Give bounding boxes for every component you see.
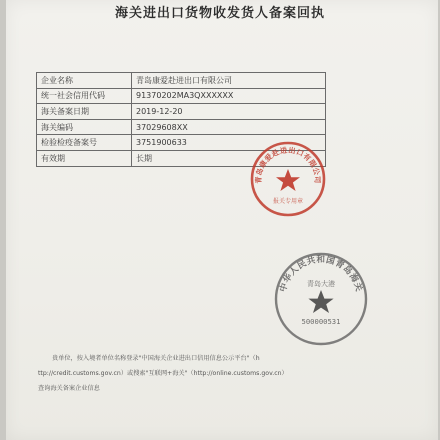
table-row [37, 119, 326, 135]
document-title: 海关进出口货物收发货人备案回执 [114, 6, 325, 21]
customs-seal-icon [272, 250, 370, 348]
star-icon [308, 290, 333, 313]
table-row [37, 104, 326, 120]
row-value: 37029608XX [132, 119, 326, 135]
seal-ring-text: 中华人民共和国青岛海关 [278, 255, 364, 294]
seal-number: 500000531 [301, 317, 341, 326]
row-label: 检验检疫备案号 [37, 135, 132, 151]
row-label: 海关编码 [37, 119, 132, 135]
seal-center-text: 青岛大港 [307, 280, 335, 288]
row-value: 2019-12-20 [132, 104, 326, 120]
row-value: 长期 [132, 150, 326, 166]
seal-bottom-text: 报关专用章 [272, 198, 304, 205]
notice-line: ttp://credit.customs.gov.cn）或搜索"互联网+海关"（http://online.customs.gov.cn） [38, 370, 288, 377]
row-label: 统一社会信用代码 [37, 88, 132, 104]
star-icon [276, 169, 300, 191]
table-row [37, 88, 326, 104]
table-row [37, 73, 326, 89]
notice-line: 查询海关备案企业信息 [38, 385, 100, 392]
row-value: 3751900633 [132, 135, 326, 151]
row-value: 青岛康爱赴进出口有限公司 [132, 73, 326, 89]
row-label: 有效期 [37, 150, 132, 166]
row-label: 企业名称 [37, 73, 132, 89]
seal-ring-text: 青岛康爱赴进出口有限公司 [253, 145, 323, 184]
company-seal-icon [248, 139, 328, 219]
row-value: 91370202MA3QXXXXXX [132, 88, 326, 104]
notice-line: 贵单位，按入境者单位名称登录"中国海关企业进出口信用信息公示平台"（h [52, 355, 260, 362]
row-label: 海关备案日期 [37, 104, 132, 120]
notice-text [38, 351, 368, 396]
